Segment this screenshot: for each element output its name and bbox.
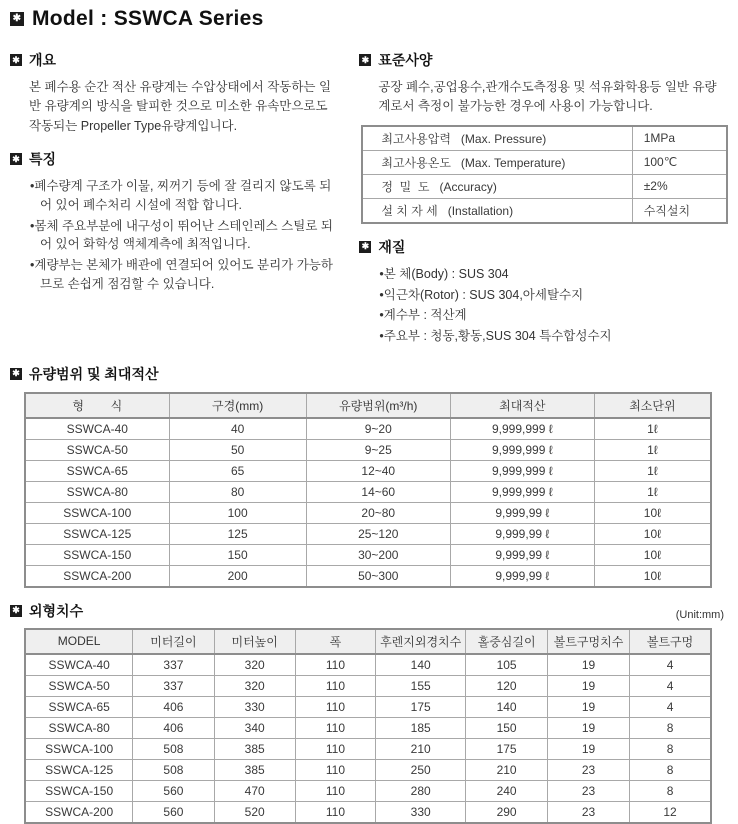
- column-header: 최대적산: [450, 393, 594, 418]
- table-cell: 23: [547, 759, 629, 780]
- asterisk-square-icon: ✱: [10, 605, 22, 617]
- section-heading-text: 유량범위 및 최대적산: [29, 365, 159, 382]
- table-cell: SSWCA-40: [25, 654, 133, 676]
- table-cell: 110: [295, 717, 375, 738]
- section-heading-text: 특징: [29, 151, 57, 168]
- table-row: [25, 439, 711, 460]
- table-cell: ±2%: [632, 174, 727, 198]
- table-cell: 20~80: [306, 502, 450, 523]
- table-cell: 65: [169, 460, 306, 481]
- list-item: • 본 체(Body) : SUS 304: [379, 265, 726, 284]
- asterisk-square-icon: ✱: [10, 12, 24, 26]
- table-row: [25, 717, 711, 738]
- table-cell: SSWCA-200: [25, 801, 133, 823]
- table-row: [25, 696, 711, 717]
- table-cell: 110: [295, 738, 375, 759]
- column-header: 후렌지외경치수: [376, 629, 466, 654]
- table-cell: 406: [133, 696, 214, 717]
- table-cell: 320: [214, 654, 295, 676]
- table-cell: 290: [466, 801, 548, 823]
- table-cell: 210: [466, 759, 548, 780]
- table-cell: 30~200: [306, 544, 450, 565]
- standard-spec-table-body: [362, 126, 727, 223]
- table-cell: SSWCA-150: [25, 544, 169, 565]
- table-cell: SSWCA-80: [25, 481, 169, 502]
- table-cell: 110: [295, 696, 375, 717]
- table-cell: 9,999,99 ℓ: [450, 523, 594, 544]
- table-cell: 110: [295, 675, 375, 696]
- table-row: [25, 780, 711, 801]
- table-cell: 19: [547, 696, 629, 717]
- table-cell: SSWCA-80: [25, 717, 133, 738]
- table-cell: 9,999,99 ℓ: [450, 565, 594, 587]
- column-header: 볼트구멍치수: [547, 629, 629, 654]
- table-cell: 19: [547, 738, 629, 759]
- section-heading-flow-range: [10, 364, 726, 384]
- table-cell: 50: [169, 439, 306, 460]
- table-cell: 406: [133, 717, 214, 738]
- asterisk-square-icon: ✱: [10, 368, 22, 380]
- table-cell: 320: [214, 675, 295, 696]
- table-cell: SSWCA-65: [25, 460, 169, 481]
- table-cell: 100℃: [632, 150, 727, 174]
- table-row: [25, 654, 711, 676]
- table-cell: 4: [630, 654, 711, 676]
- table-row: [25, 523, 711, 544]
- table-cell: SSWCA-65: [25, 696, 133, 717]
- section-heading-standard-spec: [359, 50, 726, 70]
- table-cell: 110: [295, 759, 375, 780]
- table-cell: 50~300: [306, 565, 450, 587]
- table-cell: 1ℓ: [594, 481, 711, 502]
- left-column: [10, 37, 339, 296]
- flow-range-table-body: [25, 418, 711, 587]
- table-cell: 14~60: [306, 481, 450, 502]
- column-header: 폭: [295, 629, 375, 654]
- section-heading-text: 재질: [378, 238, 406, 255]
- list-item: • 익근차(Rotor) : SUS 304,아세탈수지: [379, 286, 726, 305]
- table-cell: 337: [133, 675, 214, 696]
- table-row: [25, 738, 711, 759]
- two-column-area: [10, 37, 726, 348]
- table-cell: 19: [547, 717, 629, 738]
- table-cell: 4: [630, 696, 711, 717]
- table-cell: 150: [169, 544, 306, 565]
- table-cell: SSWCA-200: [25, 565, 169, 587]
- section-heading-overview: [10, 50, 339, 70]
- table-cell: 80: [169, 481, 306, 502]
- asterisk-square-icon: ✱: [10, 54, 22, 66]
- table-cell: 470: [214, 780, 295, 801]
- table-row: [25, 460, 711, 481]
- table-cell: 1ℓ: [594, 439, 711, 460]
- table-cell: 10ℓ: [594, 523, 711, 544]
- column-header: 구경(mm): [169, 393, 306, 418]
- dimensions-heading-row: [10, 601, 726, 621]
- section-heading-materials: [359, 237, 726, 257]
- table-cell: 40: [169, 418, 306, 440]
- table-cell: 330: [214, 696, 295, 717]
- table-cell: 340: [214, 717, 295, 738]
- page-title: [10, 7, 726, 31]
- table-cell: 560: [133, 780, 214, 801]
- table-cell: 10ℓ: [594, 565, 711, 587]
- right-column: [359, 37, 726, 348]
- list-item: • 계량부는 본체가 배관에 연결되어 있어도 분리가 가능하므로 손쉽게 점검할 수 있습니다.: [30, 256, 339, 294]
- standard-spec-table: [361, 125, 728, 224]
- table-cell: 25~120: [306, 523, 450, 544]
- list-item: • 폐수량계 구조가 이물, 찌꺼기 등에 잘 걸리지 않도록 되어 있어 폐수처리 시설에 적합 합니다.: [30, 177, 339, 215]
- column-header: 볼트구멍: [630, 629, 711, 654]
- table-cell: 9,999,99 ℓ: [450, 502, 594, 523]
- table-cell: SSWCA-50: [25, 675, 133, 696]
- table-row: [362, 126, 727, 151]
- page-title-text: Model : SSWCA Series: [32, 7, 264, 30]
- section-heading-text: 표준사양: [378, 52, 433, 68]
- table-cell: 8: [630, 738, 711, 759]
- table-cell: 385: [214, 738, 295, 759]
- table-cell: 8: [630, 717, 711, 738]
- table-cell: 19: [547, 654, 629, 676]
- section-heading-text: 외형치수: [29, 602, 84, 619]
- table-cell: 110: [295, 780, 375, 801]
- table-cell: 9,999,999 ℓ: [450, 481, 594, 502]
- column-header: 미터길이: [133, 629, 214, 654]
- asterisk-square-icon: ✱: [359, 241, 371, 253]
- table-cell: 8: [630, 780, 711, 801]
- flow-range-table-block: [24, 392, 712, 588]
- table-cell: 설 치 자 세 (Installation): [362, 198, 632, 223]
- table-cell: 508: [133, 738, 214, 759]
- table-cell: SSWCA-125: [25, 523, 169, 544]
- table-cell: 330: [376, 801, 466, 823]
- asterisk-square-icon: ✱: [10, 153, 22, 165]
- table-row: [362, 150, 727, 174]
- table-cell: 23: [547, 801, 629, 823]
- table-cell: 9~20: [306, 418, 450, 440]
- table-cell: 150: [466, 717, 548, 738]
- table-cell: 9,999,999 ℓ: [450, 418, 594, 440]
- table-cell: 23: [547, 780, 629, 801]
- overview-paragraph: 본 폐수용 순간 적산 유량계는 수압상태에서 작동하는 일반 유량계의 방식을 탈피한 것으로 미소한 유속만으로도 작동되는 Propeller Type유량계입니다.: [29, 80, 332, 133]
- table-cell: SSWCA-150: [25, 780, 133, 801]
- features-list: [30, 177, 339, 294]
- table-cell: 1MPa: [632, 126, 727, 151]
- table-cell: SSWCA-125: [25, 759, 133, 780]
- column-header: 최소단위: [594, 393, 711, 418]
- table-row: [362, 198, 727, 223]
- table-cell: 185: [376, 717, 466, 738]
- table-cell: 110: [295, 654, 375, 676]
- table-cell: SSWCA-100: [25, 738, 133, 759]
- asterisk-square-icon: ✱: [359, 54, 371, 66]
- dimensions-table-body: [25, 654, 711, 823]
- table-cell: 수직설치: [632, 198, 727, 223]
- column-header: 형 식: [25, 393, 169, 418]
- table-cell: 520: [214, 801, 295, 823]
- table-cell: 최고사용압력 (Max. Pressure): [362, 126, 632, 151]
- table-row: [25, 675, 711, 696]
- list-item: • 주요부 : 청동,황동,SUS 304 특수합성수지: [379, 327, 726, 346]
- table-cell: 105: [466, 654, 548, 676]
- table-row: [25, 759, 711, 780]
- table-cell: 1ℓ: [594, 460, 711, 481]
- table-cell: 9,999,99 ℓ: [450, 544, 594, 565]
- column-header: 홀중심길이: [466, 629, 548, 654]
- table-cell: 175: [376, 696, 466, 717]
- table-cell: 560: [133, 801, 214, 823]
- dimensions-table: [24, 628, 712, 824]
- table-row: [25, 481, 711, 502]
- column-header: 미터높이: [214, 629, 295, 654]
- table-cell: SSWCA-50: [25, 439, 169, 460]
- table-cell: 9~25: [306, 439, 450, 460]
- column-header: 유량범위(m³/h): [306, 393, 450, 418]
- table-cell: 508: [133, 759, 214, 780]
- table-cell: 10ℓ: [594, 544, 711, 565]
- dimensions-header-row: [25, 629, 711, 654]
- column-header: MODEL: [25, 629, 133, 654]
- table-cell: 9,999,999 ℓ: [450, 460, 594, 481]
- table-cell: 10ℓ: [594, 502, 711, 523]
- table-cell: 385: [214, 759, 295, 780]
- table-cell: 240: [466, 780, 548, 801]
- table-cell: 110: [295, 801, 375, 823]
- table-cell: 9,999,999 ℓ: [450, 439, 594, 460]
- flow-range-table: [24, 392, 712, 588]
- table-row: [25, 502, 711, 523]
- table-cell: 140: [466, 696, 548, 717]
- table-cell: 100: [169, 502, 306, 523]
- table-row: [25, 565, 711, 587]
- flow-range-header-row: [25, 393, 711, 418]
- table-cell: 12: [630, 801, 711, 823]
- table-cell: SSWCA-100: [25, 502, 169, 523]
- table-row: [25, 418, 711, 440]
- list-item: • 계수부 : 적산계: [379, 306, 726, 325]
- table-cell: 200: [169, 565, 306, 587]
- materials-list: [379, 265, 726, 346]
- table-cell: 1ℓ: [594, 418, 711, 440]
- table-cell: SSWCA-40: [25, 418, 169, 440]
- section-heading-dimensions: [10, 601, 83, 621]
- table-cell: 8: [630, 759, 711, 780]
- table-row: [25, 544, 711, 565]
- table-cell: 337: [133, 654, 214, 676]
- table-cell: 19: [547, 675, 629, 696]
- table-cell: 4: [630, 675, 711, 696]
- section-heading-features: [10, 149, 339, 169]
- table-cell: 12~40: [306, 460, 450, 481]
- table-cell: 250: [376, 759, 466, 780]
- table-cell: 175: [466, 738, 548, 759]
- dimensions-table-block: [24, 628, 712, 824]
- list-item: • 몸체 주요부분에 내구성이 뛰어난 스테인레스 스틸로 되어 있어 화학성 액체계측에 최적입니다.: [30, 217, 339, 255]
- table-row: [25, 801, 711, 823]
- section-heading-text: 개요: [29, 52, 57, 68]
- table-row: [362, 174, 727, 198]
- table-cell: 정 밀 도 (Accuracy): [362, 174, 632, 198]
- table-cell: 280: [376, 780, 466, 801]
- table-cell: 최고사용온도 (Max. Temperature): [362, 150, 632, 174]
- table-cell: 210: [376, 738, 466, 759]
- table-cell: 155: [376, 675, 466, 696]
- table-cell: 120: [466, 675, 548, 696]
- table-cell: 140: [376, 654, 466, 676]
- unit-note: (Unit:mm): [675, 608, 724, 621]
- table-cell: 125: [169, 523, 306, 544]
- standard-spec-intro: 공장 폐수,공업용수,관개수도측정용 및 석유화학용등 일반 유량계로서 측정이 불가능한 경우에 사용이 가능합니다.: [378, 80, 717, 114]
